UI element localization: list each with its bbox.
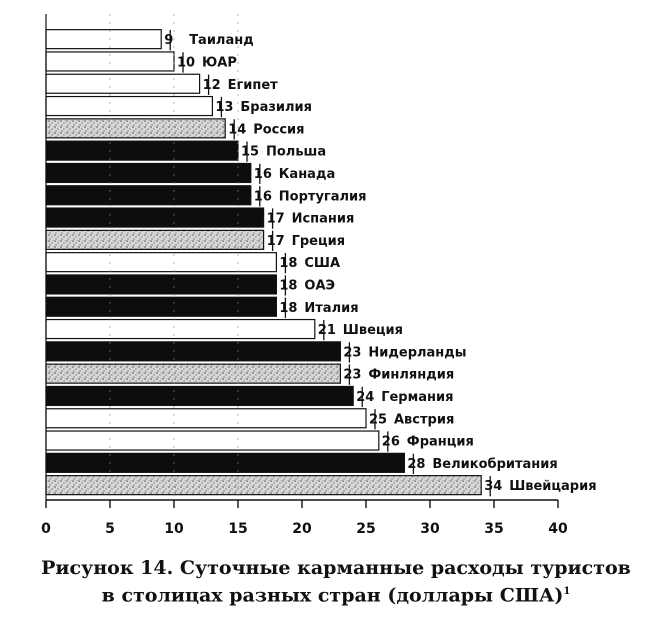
bar-value-label: 17: [266, 233, 285, 249]
bar: [46, 297, 276, 316]
bar: [46, 476, 481, 495]
x-tick-label: 0: [41, 521, 51, 537]
x-tick-label: 20: [292, 521, 312, 537]
bar-value-label: 13: [215, 100, 234, 116]
bar-category-label: Швейцария: [509, 479, 597, 495]
x-tick-label: 10: [164, 521, 184, 537]
bar-category-label: Австрия: [394, 412, 455, 428]
bar: [46, 431, 379, 450]
bar-category-label: Германия: [381, 389, 454, 405]
bar-category-label: Испания: [291, 211, 355, 227]
bar-value-label: 34: [484, 479, 503, 495]
bar-category-label: Нидерланды: [368, 345, 467, 361]
bar: [46, 364, 340, 383]
bar-category-label: Польша: [266, 144, 327, 160]
bar: [46, 163, 251, 182]
bar-value-label: 18: [279, 300, 298, 316]
bar-value-label: 25: [369, 412, 388, 428]
bar-value-label: 16: [253, 166, 272, 182]
x-tick-label: 30: [420, 521, 440, 537]
bar-value-label: 10: [177, 55, 196, 71]
figure-caption-line-2-text: в столицах разных стран (доллары США): [101, 584, 564, 607]
bar-category-label: США: [304, 256, 341, 272]
bar-category-label: Таиланд: [189, 33, 254, 49]
x-tick-label: 35: [484, 521, 504, 537]
bar: [46, 342, 340, 361]
bar: [46, 119, 225, 138]
x-tick-label: 25: [356, 521, 376, 537]
bar-category-label: Франция: [406, 434, 474, 450]
bar-value-label: 16: [253, 189, 272, 205]
bar-category-label: ОАЭ: [304, 278, 336, 294]
bar: [46, 386, 353, 405]
bar-category-label: Россия: [253, 122, 305, 138]
bar-value-label: 18: [279, 256, 298, 272]
bar: [46, 141, 238, 160]
bar-value-label: 15: [241, 144, 260, 160]
bar-value-label: 12: [202, 77, 221, 93]
bar-value-label: 18: [279, 278, 298, 294]
bar: [46, 186, 251, 205]
bar-value-label: 26: [381, 434, 400, 450]
bar-category-label: ЮАР: [202, 55, 237, 71]
bars-group: [46, 30, 597, 497]
bar-value-label: 17: [266, 211, 285, 227]
x-tick-label: 15: [228, 521, 248, 537]
bar-category-label: Великобритания: [432, 456, 558, 472]
bar-value-label: 14: [228, 122, 247, 138]
bar-category-label: Швеция: [342, 323, 404, 339]
figure-caption-line-2: [0, 580, 672, 607]
bar-value-label: 23: [343, 345, 362, 361]
bar-category-label: Египет: [227, 77, 278, 93]
bar-value-label: 28: [407, 456, 426, 472]
bar-value-label: 24: [356, 389, 375, 405]
footnote-mark: 1: [563, 586, 571, 597]
bar: [46, 453, 404, 472]
bar-category-label: Бразилия: [240, 100, 313, 116]
bar: [46, 409, 366, 428]
bar: [46, 97, 212, 116]
bar: [46, 230, 264, 249]
bar: [46, 275, 276, 294]
bar-category-label: Греция: [291, 233, 346, 249]
bar: [46, 30, 161, 49]
bar-category-label: Канада: [278, 166, 336, 182]
figure-caption-line-1: Рисунок 14. Суточные карманные расходы туристов: [41, 557, 631, 579]
x-tick-label: 40: [548, 521, 568, 537]
bar: [46, 208, 264, 227]
bar-category-label: Италия: [304, 300, 359, 316]
bar: [46, 253, 276, 272]
bar-value-label: 9: [164, 33, 174, 49]
bar-value-label: 23: [343, 367, 362, 383]
bar: [46, 74, 200, 93]
bar-category-label: Португалия: [278, 189, 367, 205]
x-tick-label: 5: [105, 521, 115, 537]
bar: [46, 320, 315, 339]
bar-value-label: 21: [317, 323, 336, 339]
bar-category-label: Финляндия: [368, 367, 455, 383]
